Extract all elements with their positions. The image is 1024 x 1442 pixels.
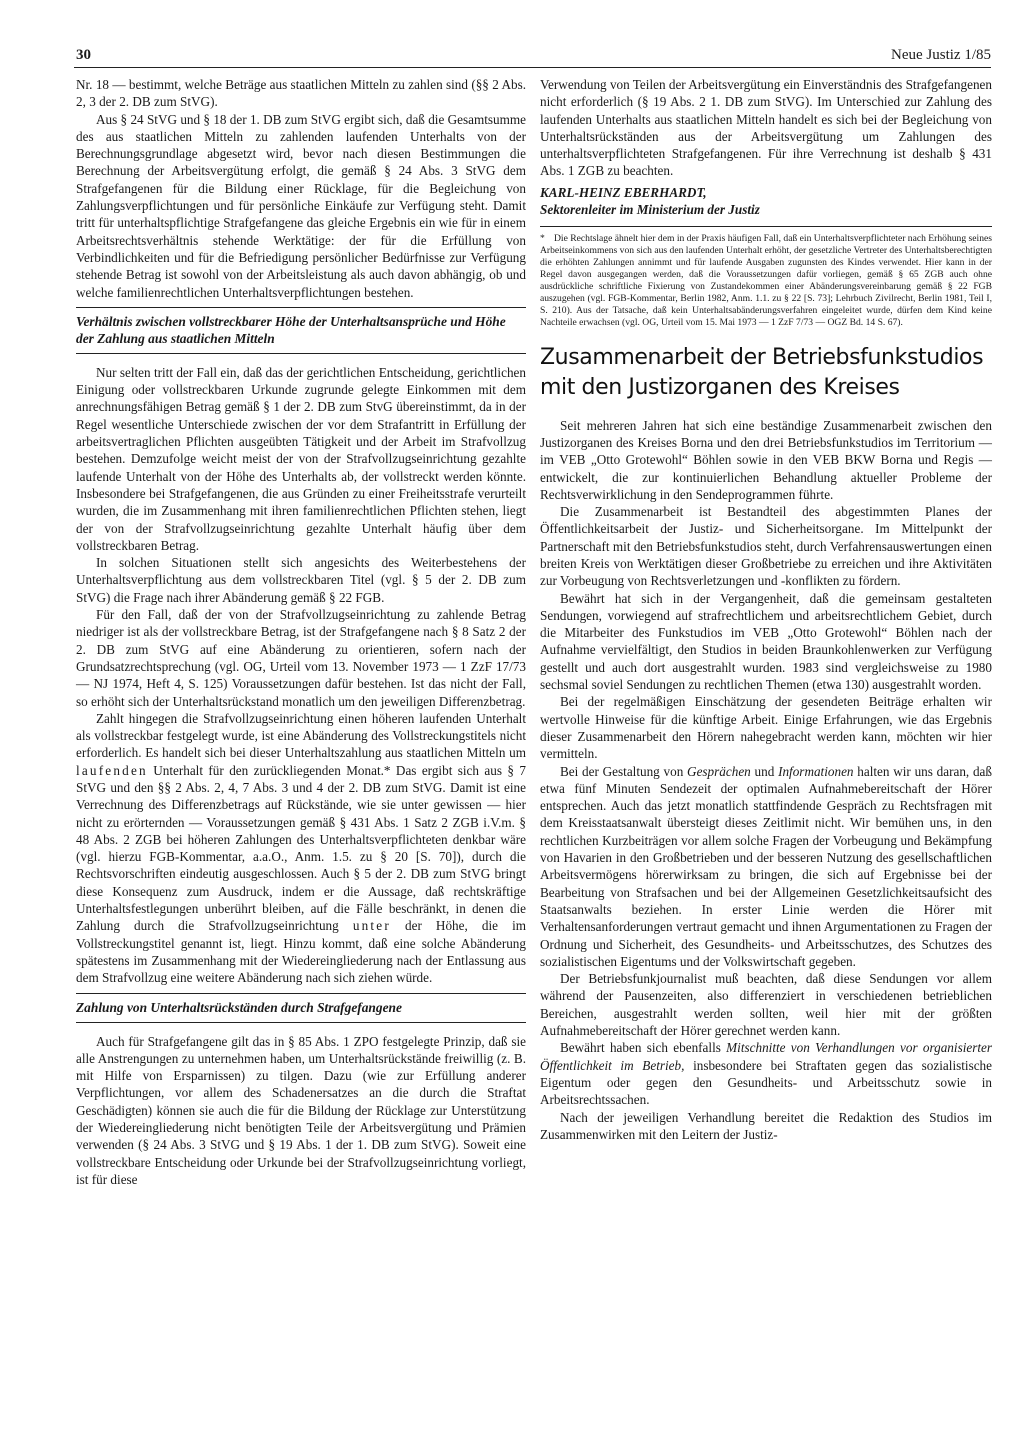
paragraph: Nur selten tritt der Fall ein, daß das der gerichtlichen Entscheidung, gerichtlichen Einigung oder vollstreckbaren Urkunde zugrunde gelegte Einkommen mit dem anrechnungsfähigen Betrag gemäß § 1 der 2. DB zum StvG übereinstimmt, da in der Regel wesentliche Unterschiede zwischen der vor dem Strafantritt in Erfüllung der arbeitsvertraglichen Pflichten ausgeübten Tätigkeit und der Arbeit im Strafvollzug bestehen. Demzufolge weicht meist der von der Strafvollzugseinrichtung gezahlte laufende Unterhalt von der Höhe des Unterhalts ab, der vollstreckt werden könnte. Insbesondere bei Strafgefangenen, die aus Gründen zu einer Freiheitsstrafe verurteilt wurden, die im Zusammenhang mit ihren familienrechtlichen Pflichten stehen, liegt der von der Strafvollzugseinrichtung gezahlte Unterhalt häufig über dem vollstreckbaren Betrag. (76, 364, 526, 553)
paragraph (540, 763, 992, 971)
paragraph: Bei der regelmäßigen Einschätzung der gesendeten Beiträge erhalten wir wertvolle Hinweise für die künftige Arbeit. Einige Erfahrungen, wie das Ergebnis dieser Zusammenarbeit den Hörern nahegebracht werden kann, möchten wir hier vermitteln. (540, 694, 992, 762)
author-role: Sektorenleiter im Ministerium der Justiz (540, 202, 760, 218)
paragraph: Seit mehreren Jahren hat sich eine beständige Zusammenarbeit zwischen den Justizorganen des Kreises Borna und den drei Betriebsfunkstudios im Territorium — im VEB „Otto Grotewohl“ Böhlen sowie in den VEB BKW Borna und Regis — entwickelt, die zur kontinuierlichen Behandlung aktueller Probleme der Rechtsverwirklichung in den Sendeprogrammen führte. (540, 417, 992, 502)
section-heading: Zahlung von Unterhaltsrückständen durch Strafgefangene (76, 993, 526, 1023)
paragraph: Nr. 18 — bestimmt, welche Beträge aus staatlichen Mitteln zu zahlen sind (§§ 2 Abs. 2, 3 der 2. DB zum StVG). (76, 77, 526, 110)
italic-term: Gesprächen (687, 763, 751, 779)
header-rule (74, 67, 991, 68)
paragraph: Aus § 24 StVG und § 18 der 1. DB zum StVG ergibt sich, daß die Gesamtsumme des aus staatlichen Mitteln zu zahlenden laufenden Unterhalts von der Berechnungsgrundlage abgesetzt wird, bevor nach diesen Bestimmungen die Berechnung der Arbeitsvergütung erfolgt, die gemäß § 24 Abs. 3 StVG dem Strafgefangenen für die Bildung einer Rücklage, für die Begleichung von Zahlungsverpflichtungen und für persönliche Einkäufe zur Verfügung steht. Damit tritt für unterhaltspflichtige Strafgefangene das gleiche Ergebnis ein wie für in einem Arbeitsrechtsverhältnis stehende Werktätige: der für die Erfüllung von Verbindlichkeiten und für die Befriedigung persönlicher Bedürfnisse zur Verfügung stehende Betrag ist sowohl von der Arbeitsleistung als auch davon abhängig, ob und welche familienrechtlichen Unterhaltsverpflichtungen bestehen. (76, 111, 526, 300)
text-run: Bei der Gestaltung von (560, 763, 688, 779)
section-heading: Verhältnis zwischen vollstreckbarer Höhe der Unterhaltsansprüche und Höhe der Zahlung aus staatlichen Mitteln (76, 307, 526, 354)
author-name: KARL-HEINZ EBERHARDT, (540, 184, 707, 200)
text-run: Bewährt haben sich ebenfalls (560, 1040, 727, 1056)
journal-title: Neue Justiz 1/85 (891, 47, 991, 63)
spaced-emphasis: laufenden (76, 762, 148, 778)
text-run: halten wir uns daran, daß etwa fünf Minuten Sendezeit der optimalen Aufnahmebereitschaft der Hörer entsprechen. Auch das jetzt monatlich stattfindende Gespräch zu Rechtsfragen mit dem Kreisstaatsanwalt übersteigt dieses Zeitlimit nicht. Wir bemühen uns, in den rechtlichen Kurzbeiträgen vor allem solche Fragen der Vorbeugung und Bekämpfung von Havarien in den Großbetrieben und der besseren Nutzung des gesellschaftlichen Arbeitsvermögens hörerwirksam zu bringen, die sich auf Ergebnisse bei der Bearbeitung von Strafsachen und bei der Allgemeinen Gesetzlichkeitsaufsicht des Staatsanwalts beziehen. In erster Linie werden die Hörer mit Verhaltensanforderungen vertraut gemacht und ihnen Argumentationen zu Fragen der Ordnung und Sicherheit, des Gesundheits- und Arbeitsschutzes, des Schutzes des sozialistischen Eigentums und der Volkswirtschaft gegeben. (540, 763, 992, 969)
right-column (540, 76, 992, 1143)
text-run: insbesondere bei Straftaten gegen das sozialistische Eigentum oder gegen den Gesundheits- und Arbeitsschutz sowie in Arbeitsrechtssachen. (540, 1057, 992, 1108)
paragraph: Verwendung von Teilen der Arbeitsvergütung ein Einverständnis des Strafgefangenen nicht erforderlich (§ 19 Abs. 2 1. DB zum StVG). Im Unterschied zur Zahlung des laufenden Unterhalts aus staatlichen Mitteln handelt es sich bei der Begleichung von Unterhaltsrückständen aus der Arbeitsvergütung um Zahlungen des unterhaltsverpflichteten Strafgefangenen. Für ihre Verrechnung ist deshalb § 431 Abs. 1 ZGB zu beachten. (540, 77, 992, 179)
text-run: Unterhalt für den zurückliegenden Monat.* Das ergibt sich aus § 7 StVG und den §§ 2 Abs. 2, 4, 7 Abs. 3 und 4 der 2. DB zum StVG. Damit ist eine Verrechnung des Differenzbetrags auf Rückstände, wie sie unter gewissen — hier nicht zu erörternden — Voraussetzungen gemäß § 431 Abs. 1 Satz 2 ZGB i.V.m. § 48 Abs. 2 ZGB bei höheren Zahlungen des Unterhaltsverpflichteten denkbar wäre (vgl. hierzu FGB-Kommentar, a.a.O., Anm. 1.5. zu § 20 [S. 70]), durch die Rechtsvorschriften eindeutig ausgeschlossen. Auch § 5 der 2. DB zum StVG bringt diese Konsequenz zum Ausdruck, indem er die Aussage, daß rechtskräftige Unterhaltsfestlegungen unberührt bleiben, auf die Fälle beschränkt, in denen die Zahlung durch die Strafvollzugseinrichtung (76, 762, 526, 934)
paragraph: Nach der jeweiligen Verhandlung bereitet die Redaktion des Studios im Zusammenwirken mit den Leitern der Justiz- (540, 1109, 992, 1142)
page-number: 30 (76, 47, 91, 63)
paragraph: Für den Fall, daß der von der Strafvollzugseinrichtung zu zahlende Betrag niedriger ist als der vollstreckbare Betrag, ist der Strafgefangene nach § 8 Satz 2 der 2. DB zum StVG auf eine Abänderung zu orientieren, sofern nach der Grundsatzrechtsprechung (vgl. OG, Urteil vom 13. November 1973 — 1 ZzF 17/73 — NJ 1974, Heft 4, S. 125) Voraussetzungen dafür bestehen. Ist das nicht der Fall, so erhöht sich der Unterhaltsrückstand monatlich um den jeweiligen Differenzbetrag. (76, 607, 526, 709)
paragraph: Der Betriebsfunkjournalist muß beachten, daß diese Sendungen vor allem während der Pausenzeiten, also differenziert in verschiedenen betrieblichen Bereichen, ausgestrahlt werden sollten, weil hier mit der größten Aufnahmebereitschaft der Hörer gerechnet werden kann. (540, 971, 992, 1039)
paragraph: Die Zusammenarbeit ist Bestandteil des abgestimmten Planes der Öffentlichkeitsarbeit der Justiz- und Sicherheitsorgane. Im Mittelpunkt der Partnerschaft mit den Betriebsfunkstudios steht, durch Verfahrensauswertungen einen breiten Kreis von Werktätigen dieser Großbetriebe zu erreichen und ihre Aktivitäten zur Vorbeugung von Rechtsverletzungen und -konflikten zu fördern. (540, 504, 992, 589)
paragraph: In solchen Situationen stellt sich angesichts des Weiterbestehens der Unterhaltsverpflichtung aus dem vollstreckbaren Titel (vgl. § 5 der 2. DB zum StVG) die Frage nach ihrer Abänderung gemäß § 22 FGB. (76, 555, 526, 605)
italic-term: Informationen (778, 763, 854, 779)
text-run: der Höhe, die im Vollstreckungstitel genannt ist, liegt. Hinzu kommt, daß eine solche Abänderung spätestens im Zusammenhang mit der Wiedereingliederung nach der Entlassung aus dem Strafvollzug eine weitere Abänderung nach sich ziehen würde. (76, 918, 526, 986)
footnote-marker: * (540, 233, 545, 245)
footnote (540, 226, 992, 328)
spaced-emphasis: unter (352, 918, 391, 934)
paragraph (540, 1039, 992, 1108)
text-run: Zahlt hingegen die Strafvollzugseinrichtung einen höheren laufenden Unterhalt als vollstreckbar festgelegt wurde, ist eine Abänderung des Vollstreckungstitels nicht erforderlich. Es handelt sich bei dieser Unterhaltszahlung aus staatlichen Mitteln um (76, 710, 526, 761)
text-run: und (750, 763, 779, 779)
article-title: Zusammenarbeit der Betriebsfunkstudios mit den Justizorganen des Kreises (540, 344, 984, 400)
paragraph: Auch für Strafgefangene gilt das in § 85 Abs. 1 ZPO festgelegte Prinzip, daß sie alle Anstrengungen zu unternehmen haben, um Unterhaltsrückstände freiwillig (z. B. mit Hilfe von Ersparnissen) zu tilgen. Dazu (wie zur Erfüllung anderer Verpflichtungen, vor allem des Schadenersatzes an die durch die Straftat Geschädigten) können sie auch die für die Bildung der Rücklage zur Unterstützung der Wiedereingliederung nicht benötigten Teile der Arbeitsvergütung und Prämien verwenden (§ 24 Abs. 3 StVG und § 19 Abs. 1 der 1. DB zum StVG). Soweit eine vollstreckbare Entscheidung oder Urkunde bei der Strafvollzugseinrichtung vorliegt, ist für diese (76, 1033, 526, 1187)
left-column (76, 76, 526, 1188)
paragraph: Bewährt hat sich in der Vergangenheit, daß die gemeinsam gestalteten Sendungen, vorwiegend auf strafrechtlichem und arbeitsrechtlichem Gebiet, durch die Mitarbeiter des Funkstudios im VEB „Otto Grotewohl“ Böhlen nach der Aufnahme vervielfältigt, den Studios in beiden Braunkohlenwerken zur Verfügung gestellt und auch dort ausgestrahlt wurden. 1983 sind vergleichsweise zu 1980 sechsmal soviel Sendungen zu rechtlichen Themen (etwa 130) ausgestrahlt worden. (540, 590, 992, 693)
footnote-text: Die Rechtslage ähnelt hier dem in der Praxis häufigen Fall, daß ein Unterhaltsverpflichteter nach Erhöhung seines Arbeitseinkommens von sich aus den laufenden Unterhalt erhöht, der gesetzliche Vertreter des Unterhaltsberechtigten die erhöhten Zahlungen annimmt und für laufende Ausgaben zugunsten des Kindes verwendet. Hier kann in der Regel davon ausgegangen werden, daß die Voraussetzungen dafür vorliegen, gemäß § 65 ZGB auch ohne ausdrückliche schriftliche Fixierung von Zustandekommen einer Abänderungsvereinbarung gemäß § 22 FGB auszugehen (vgl. FGB-Kommentar, Berlin 1982, Anm. 1.1. zu § 22 [S. 73]; Lehrbuch Zivilrecht, Berlin 1981, Teil I, S. 210). Aus der Tatsache, daß kein Unterhaltsabänderungsverfahren eingeleitet wurde, dürfen dem Kind keine Nachteile erwachsen (vgl. OG, Urteil vom 15. Mai 1973 — 1 ZzF 7/73 — OGZ Bd. 14 S. 67). (540, 233, 992, 328)
paragraph (76, 710, 526, 987)
italic-term: Mitschnitte von Verhandlungen vor organisierter Öffentlichkeit im Betrieb, (540, 1040, 992, 1073)
